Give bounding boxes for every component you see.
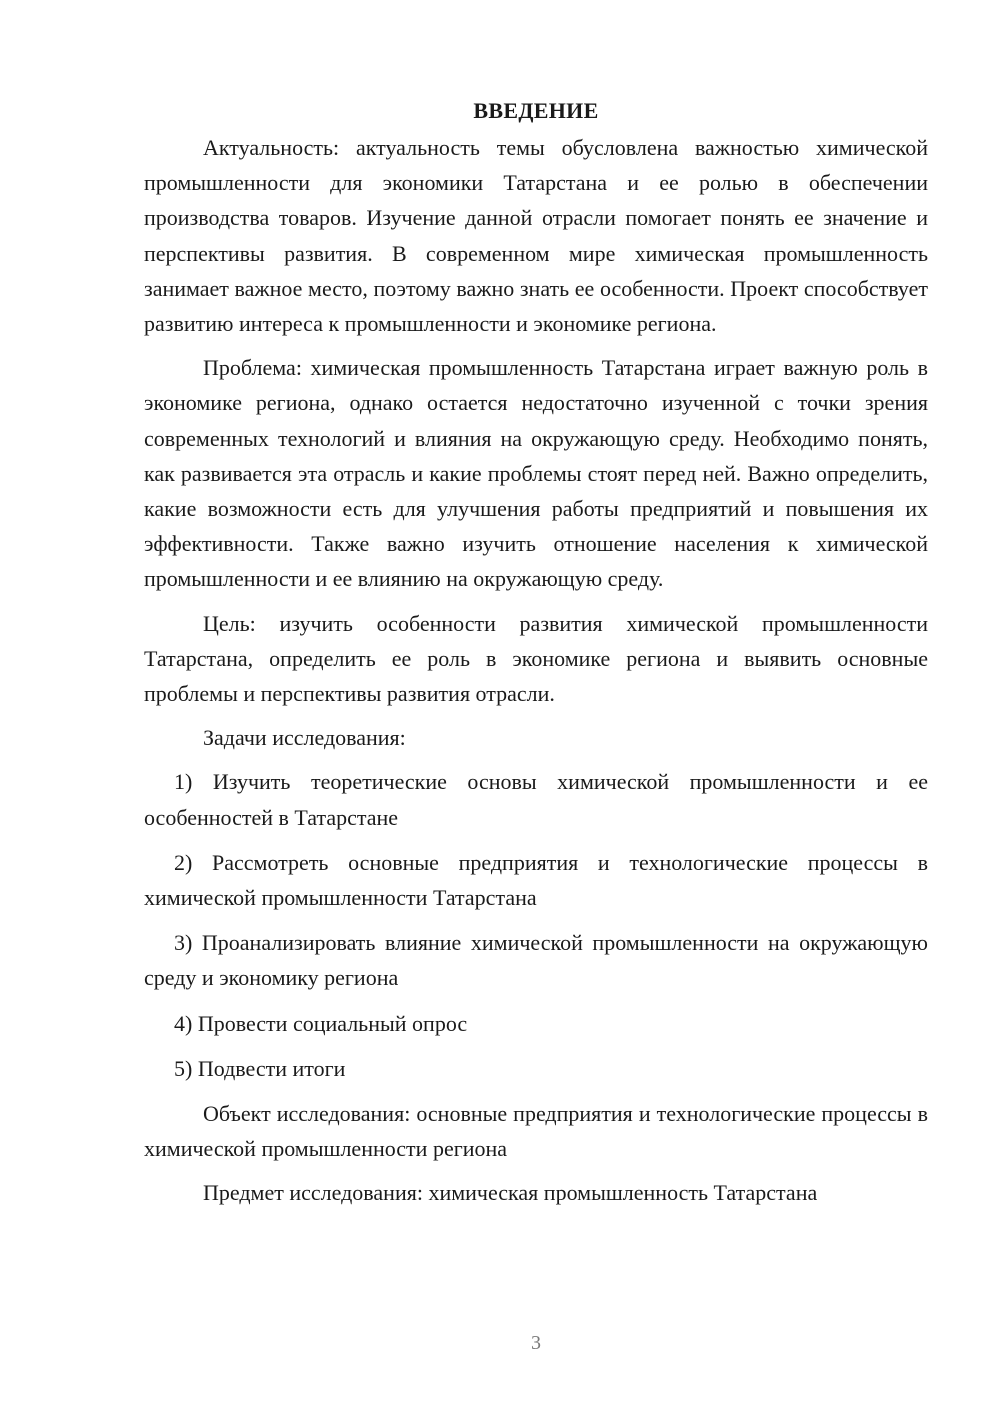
task-item-1: 1) Изучить теоретические основы химической промышленности и ее особенностей в Татарстане	[144, 769, 928, 830]
problem-paragraph: Проблема: химическая промышленность Татарстана играет важную роль в экономике региона, однако остается недостаточно изученной с точки зрения современных технологий и влияния на окружающую среду. Необходимо понять, как развивается эта отрасль и какие проблемы стоят перед ней. Важно определить, какие возможности есть для улучшения работы предприятий и повышения их эффективности. Также важно изучить отношение населения к химической промышленности и ее влиянию на окружающую среду.	[144, 355, 928, 592]
relevance-paragraph: Актуальность: актуальность темы обусловлена важностью химической промышленности для экономики Татарстана и ее ролью в обеспечении производства товаров. Изучение данной отрасли помогает понять ее значение и перспективы развития. В современном мире химическая промышленность занимает важное место, поэтому важно знать ее особенности. Проект способствует развитию интереса к промышленности и экономике региона.	[144, 135, 928, 337]
page-title: ВВЕДЕНИЕ	[473, 98, 599, 123]
task-item-4: 4) Провести социальный опрос	[174, 1010, 468, 1036]
tasks-heading: Задачи исследования:	[203, 725, 406, 751]
document-page	[144, 96, 928, 1220]
object-paragraph: Объект исследования: основные предприятия и технологические процессы в химической промышленности региона	[144, 1101, 928, 1162]
subject-paragraph: Предмет исследования: химическая промышленность Татарстана	[203, 1180, 818, 1206]
task-item-3: 3) Проанализировать влияние химической промышленности на окружающую среду и экономику региона	[144, 930, 928, 991]
task-item-5: 5) Подвести итоги	[174, 1055, 346, 1081]
task-item-2: 2) Рассмотреть основные предприятия и технологические процессы в химической промышленности Татарстана	[144, 849, 928, 911]
goal-paragraph: Цель: изучить особенности развития химической промышленности Татарстана, определить ее роль в экономике региона и выявить основные проблемы и перспективы развития отрасли.	[144, 610, 928, 707]
page-number: 3	[531, 1332, 541, 1354]
